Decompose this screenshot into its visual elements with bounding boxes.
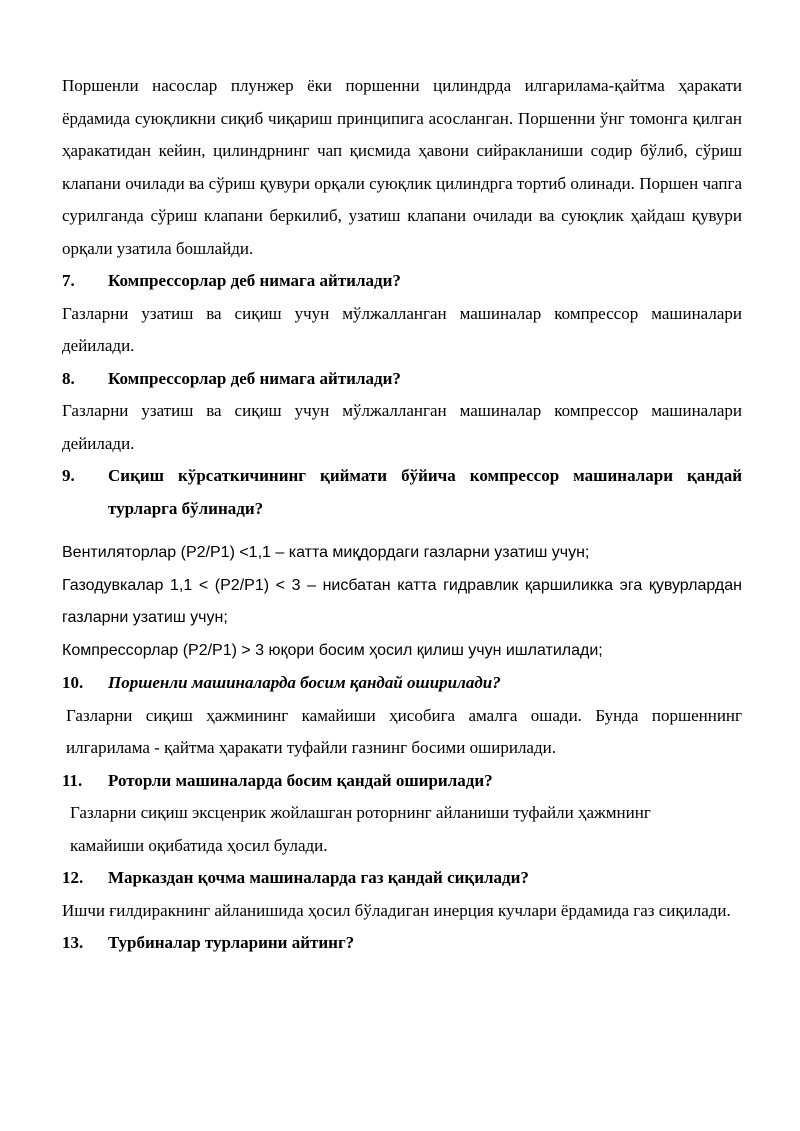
question-text: Компрессорлар деб нимага айтилади?: [108, 368, 401, 388]
question-text: Компрессорлар деб нимага айтилади?: [108, 271, 401, 290]
answer-9-line-3: Компрессорлар (P2/P1) > 3 юқори босим ҳосил қилиш учун ишлатилади;: [62, 641, 603, 659]
answer-9-line-1: Вентиляторлар (P2/P1) <1,1 – катта миқдордаги газларни узатиш учун;: [62, 544, 590, 561]
question-number: 7.: [62, 271, 75, 290]
answer-7: Газларни узатиш ва сиқиш учун мўлжалланган машиналар компрессор машиналари дейилади.: [62, 303, 742, 355]
answer-12: Ишчи ғилдиракнинг айланишида ҳосил бўладиган инерция кучлари ёрдамида газ сиқилади.: [62, 900, 731, 920]
question-text: Сиқиш кўрсаткичининг қиймати бўйича компрессор машиналари қандай турларга бўлинади?: [108, 466, 742, 518]
question-number: 8.: [62, 368, 75, 388]
question-7: [62, 265, 742, 298]
question-text: Турбиналар турларини айтинг?: [108, 933, 355, 952]
question-text: Поршенли машиналарда босим қандай оширилади?: [108, 673, 501, 692]
question-13: [62, 927, 742, 960]
answer-8: Газларни узатиш ва сиқиш учун мўлжалланган машиналар компрессор машиналари дейилади.: [62, 401, 742, 453]
question-number: 9.: [62, 466, 75, 485]
answer-9-line-2: Газодувкалар 1,1 < (P2/P1) < 3 – нисбатан катта гидравлик қаршиликка эга қувурлардан газларни узатиш учун;: [62, 576, 742, 626]
question-12: [62, 862, 742, 895]
question-8: [62, 363, 742, 396]
question-number: 11.: [62, 770, 83, 790]
document-page: [62, 70, 742, 960]
question-number: 10.: [62, 673, 84, 692]
question-text: Марказдан қочма машиналарда газ қандай сиқилади?: [108, 868, 529, 887]
intro-paragraph: Поршенли насослар плунжер ёки поршенни цилиндрда илгарилама-қайтма ҳаракати ёрдамида суюқликни сиқиб чиқариш принципига асосланган. Поршенни ўнг томонга қилган ҳаракатидан кейин, цилиндрнинг чап қисмида ҳавони сийракланиши содир бўлиб, сўриш клапани очилади ва сўриш қувури орқали суюқлик цилиндрга тортиб олинади. Поршен чапга сурилганда сўриш клапани беркилиб, узатиш клапани очилади ва суюқлик ҳайдаш қувури орқали узатила бошлайди.: [62, 76, 742, 258]
question-9: [62, 460, 742, 525]
question-10: [62, 667, 742, 700]
answer-11: Газларни сиқиш эксценрик жойлашган роторнинг айланиши туфайли ҳажмнинг камайиши оқибатида ҳосил булади.: [70, 803, 651, 855]
question-11: [62, 765, 742, 798]
answer-10: Газларни сиқиш ҳажмининг камайиши ҳисобига амалга ошади. Бунда поршеннинг илгарилама - қайтма ҳаракати туфайли газнинг босими оширилади.: [66, 705, 742, 757]
question-text: Роторли машиналарда босим қандай оширилади?: [108, 770, 493, 790]
question-number: 13.: [62, 933, 84, 952]
question-number: 12.: [62, 868, 84, 887]
